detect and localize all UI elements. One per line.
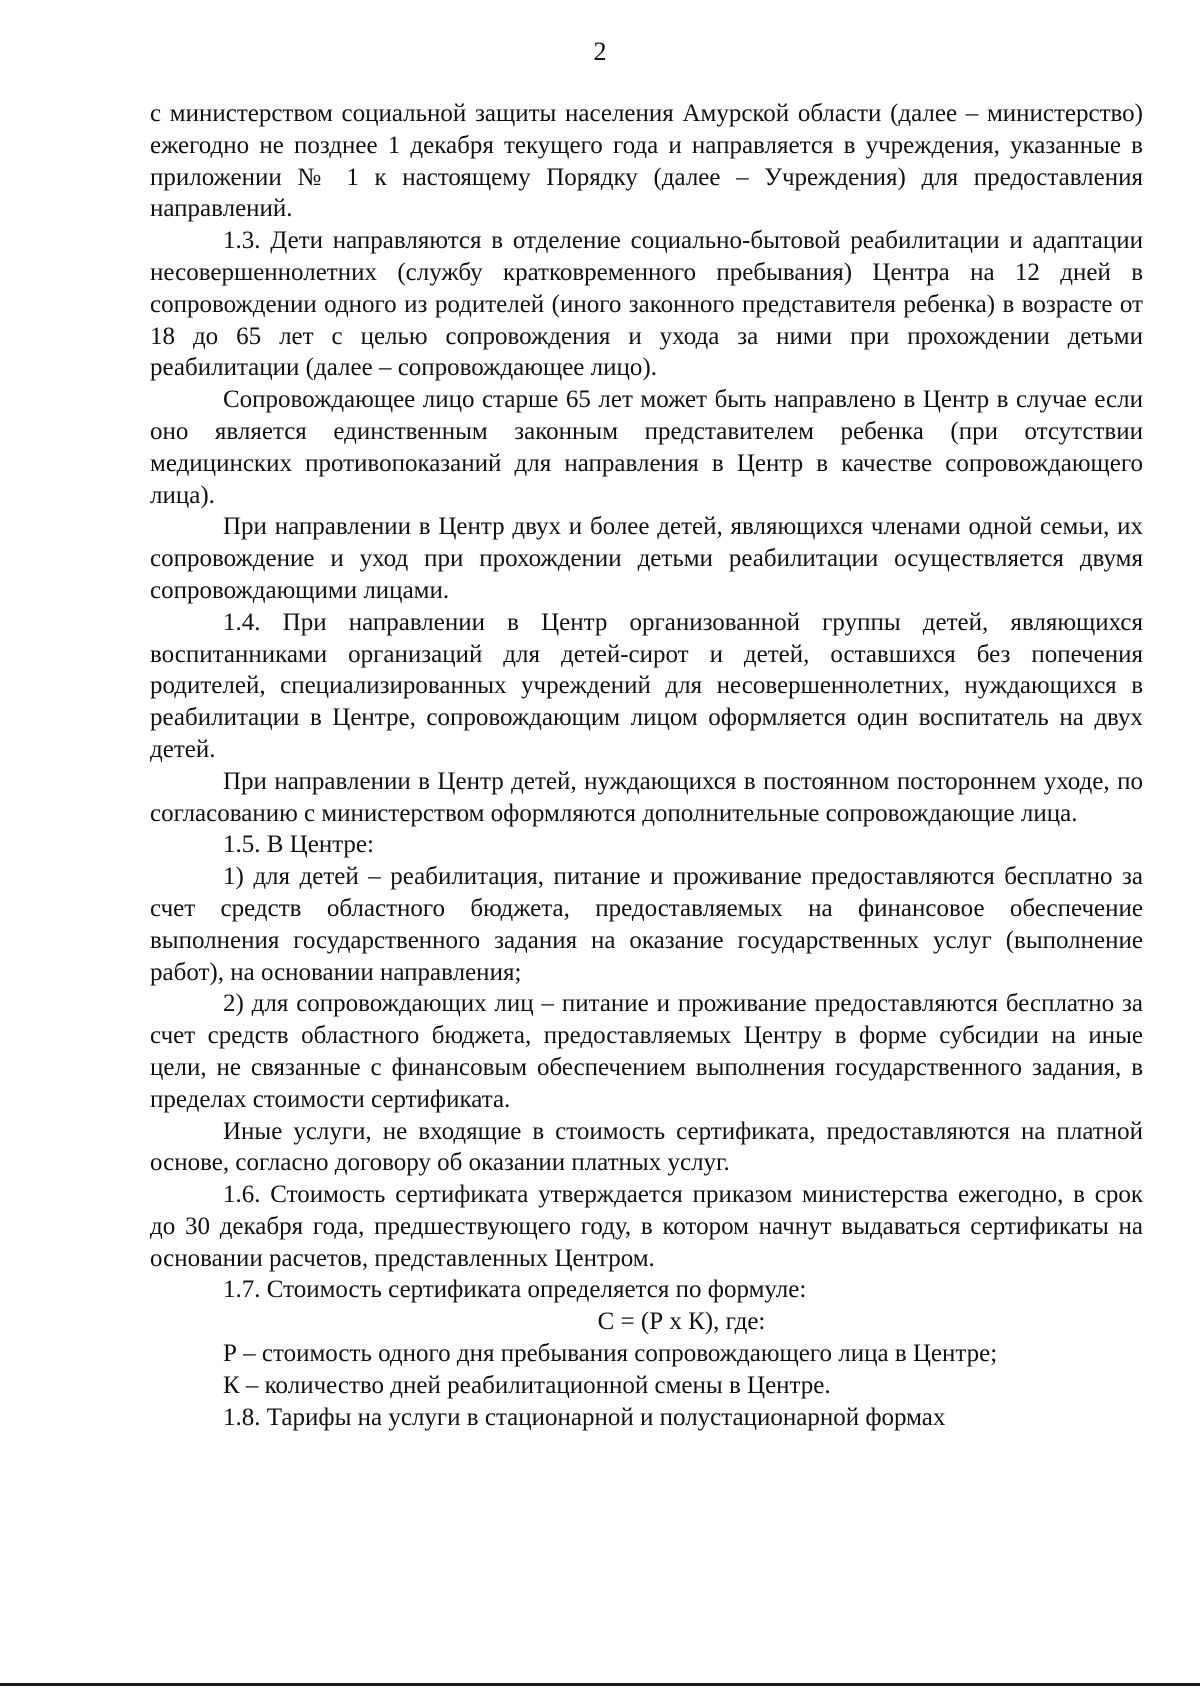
paragraph-1-5-item-2: 2) для сопровождающих лиц – питание и проживание предоставляются бесплатно за счет средств областного бюджета, предоставляемых Центру в форме субсидии на иные цели, не связанные с финансовым обеспечением выполнения государственного задания, в пределах стоимости сертификата. (150, 990, 1143, 1113)
formula-definition-k: К – количество дней реабилитационной смены в Центре. (223, 1371, 831, 1399)
paragraph-other-services: Иные услуги, не входящие в стоимость сертификата, предоставляются на платной основе, согласно договору об оказании платных услуг. (150, 1117, 1143, 1177)
paragraph-1-4: 1.4. При направлении в Центр организованной группы детей, являющихся воспитанниками организаций для детей-сирот и детей, оставшихся без попечения родителей, специализированных учреждений для несовершеннолетних, нуждающихся в реабилитации в Центре, сопровождающим лицом оформляется один воспитатель на двух детей. (150, 608, 1143, 763)
bottom-border-line (0, 1683, 1200, 1686)
paragraph-constant-care: При направлении в Центр детей, нуждающихся в постоянном постороннем уходе, по согласованию с министерством оформляются дополнительные сопровождающие лица. (150, 767, 1143, 827)
paragraph-1-6: 1.6. Стоимость сертификата утверждается приказом министерства ежегодно, в срок до 30 декабря года, предшествующего году, в котором начнут выдаваться сертификаты на основании расчетов, представленных Центром. (150, 1181, 1143, 1272)
formula: С = (Р х К), где: (597, 1308, 766, 1336)
paragraph-continuation: с министерством социальной защиты населения Амурской области (далее – министерство) ежегодно не позднее 1 декабря текущего года и направляется в учреждения, указанные в приложении № 1 к настоящему Порядку (далее – Учреждения) для предоставления направлений. (150, 100, 1143, 223)
paragraph-1-5: 1.5. В Центре: (223, 831, 374, 859)
paragraph-escort-over-65: Сопровождающее лицо старше 65 лет может быть направлено в Центр в случае если оно является единственным законным представителем ребенка (при отсутствии медицинских противопоказаний для направления в Центр в качестве сопровождающего лица). (150, 386, 1143, 509)
paragraph-1-5-item-1: 1) для детей – реабилитация, питание и проживание предоставляются бесплатно за счет средств областного бюджета, предоставляемых на финансовое обеспечение выполнения государственного задания на оказание государственных услуг (выполнение работ), на основании направления; (150, 863, 1143, 986)
paragraph-1-7: 1.7. Стоимость сертификата определяется по формуле: (223, 1276, 807, 1304)
paragraph-1-3: 1.3. Дети направляются в отделение социально-бытовой реабилитации и адаптации несовершеннолетних (службу кратковременного пребывания) Центра на 12 дней в сопровождении одного из родителей (иного законного представителя ребенка) в возрасте от 18 до 65 лет с целью сопровождения и ухода за ними при прохождении детьми реабилитации (далее – сопровождающее лицо). (150, 227, 1143, 382)
formula-definition-p: Р – стоимость одного дня пребывания сопровождающего лица в Центре; (223, 1340, 998, 1368)
page-number: 2 (593, 37, 607, 66)
paragraph-1-8: 1.8. Тарифы на услуги в стационарной и полустационарной формах (223, 1403, 946, 1431)
document-body (150, 98, 1143, 1433)
paragraph-two-children: При направлении в Центр двух и более детей, являющихся членами одной семьи, их сопровождение и уход при прохождении детьми реабилитации осуществляется двумя сопровождающими лицами. (150, 513, 1143, 604)
